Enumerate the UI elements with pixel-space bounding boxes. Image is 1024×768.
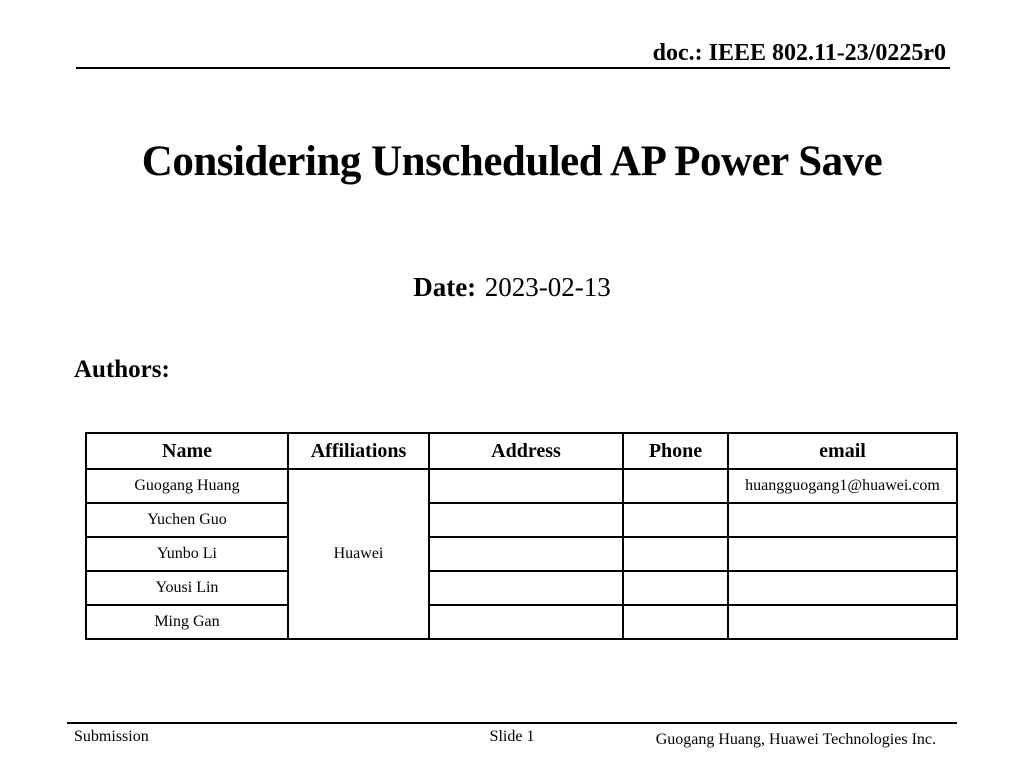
author-email: [728, 605, 957, 639]
author-name: Yousi Lin: [86, 571, 288, 605]
table-row: [86, 605, 957, 639]
author-name: Yunbo Li: [86, 537, 288, 571]
author-phone: [623, 503, 728, 537]
date-line: [0, 272, 1024, 303]
author-email: [728, 537, 957, 571]
doc-number: doc.: IEEE 802.11-23/0225r0: [652, 40, 946, 66]
date-value: 2023-02-13: [484, 272, 611, 302]
author-email: huangguogang1@huawei.com: [728, 469, 957, 503]
author-phone: [623, 469, 728, 503]
author-name: Yuchen Guo: [86, 503, 288, 537]
column-header-address: Address: [429, 433, 623, 469]
author-address: [429, 571, 623, 605]
author-phone: [623, 571, 728, 605]
author-email: [728, 503, 957, 537]
authors-label: Authors:: [74, 356, 170, 383]
author-phone: [623, 537, 728, 571]
author-phone: [623, 605, 728, 639]
author-address: [429, 605, 623, 639]
author-address: [429, 537, 623, 571]
table-row: [86, 537, 957, 571]
author-address: [429, 503, 623, 537]
author-name: Ming Gan: [86, 605, 288, 639]
author-address: [429, 469, 623, 503]
date-label: Date:: [413, 272, 477, 302]
column-header-email: email: [728, 433, 957, 469]
slide-number: Slide 1: [489, 728, 535, 745]
header-rule: [76, 67, 950, 69]
column-header-name: Name: [86, 433, 288, 469]
table-header-row: [86, 433, 957, 469]
table-row: [86, 503, 957, 537]
author-name: Guogang Huang: [86, 469, 288, 503]
column-header-phone: Phone: [623, 433, 728, 469]
table-row: [86, 571, 957, 605]
slide-title: Considering Unscheduled AP Power Save: [141, 138, 883, 185]
author-email: [728, 571, 957, 605]
authors-table: [85, 432, 958, 640]
column-header-affiliations: Affiliations: [288, 433, 429, 469]
author-affiliation: Huawei: [288, 469, 429, 639]
footer-rule: [67, 722, 957, 724]
footer-author-credit: Guogang Huang, Huawei Technologies Inc.: [655, 731, 936, 748]
table-row: [86, 469, 957, 503]
footer-submission-label: Submission: [74, 728, 149, 745]
